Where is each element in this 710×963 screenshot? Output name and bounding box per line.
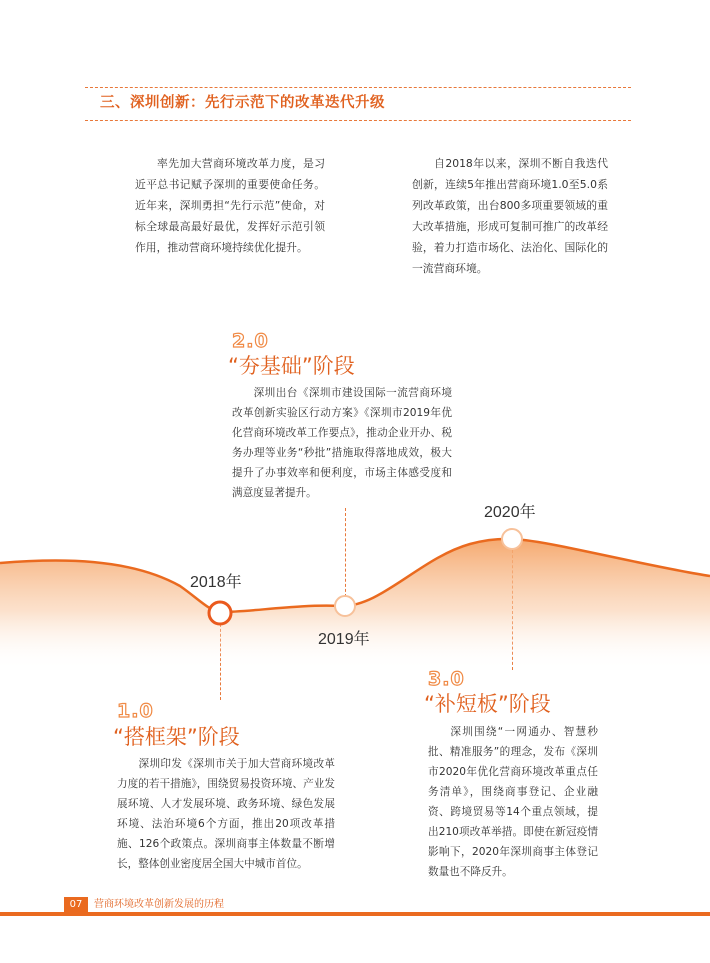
stage-3-title: “补短板”阶段 <box>424 692 551 716</box>
node-2018 <box>209 602 231 624</box>
stage-3-description <box>428 722 598 882</box>
stage-1-title: “搭框架”阶段 <box>113 725 240 749</box>
stage-3-number: 3.0 <box>428 668 465 690</box>
intro-right-paragraph <box>412 153 608 279</box>
stage-2-description <box>232 383 452 503</box>
year-label-2020: 2020年 <box>484 504 536 521</box>
footer-title: 营商环境改革创新发展的历程 <box>94 899 224 910</box>
year-label-2019: 2019年 <box>318 631 370 648</box>
title-rule-top <box>85 87 631 88</box>
stage-1-number: 1.0 <box>117 700 154 722</box>
stage-2-text: 深圳出台《深圳市建设国际一流营商环境改革创新实验区行动方案》《深圳市2019年优化营商环境改革工作要点》，推动企业开办、税务办理等业务“秒批”措施取得落地成效，极大提升了办事效率和便利度，市场主体感受度和满意度显著提升。 <box>232 387 452 499</box>
stage-3-text: 深圳围绕“一网通办、智慧秒批、精准服务”的理念，发布《深圳市2020年优化营商环境改革重点任务清单》，围绕商事登记、企业融资、跨境贸易等14个重点领域，提出210项改革举措。即使在新冠疫情影响下，2020年深圳商事主体登记数量也不降反升。 <box>428 726 598 878</box>
node-2019 <box>335 596 355 616</box>
stage-1-description <box>117 754 335 874</box>
stage-2-number: 2.0 <box>232 330 269 352</box>
stage-2-title: “夯基础”阶段 <box>228 354 355 378</box>
intro-left-paragraph <box>135 153 325 258</box>
intro-left-text: 率先加大营商环境改革力度，是习近平总书记赋予深圳的重要使命任务。近年来，深圳勇担“先行示范”使命，对标全球最高最好最优，发挥好示范引领作用，推动营商环境持续优化提升。 <box>135 157 325 254</box>
section-title: 三、深圳创新：先行示范下的改革迭代升级 <box>100 95 385 111</box>
footer-bar <box>0 912 710 916</box>
title-rule-bottom <box>85 120 631 121</box>
intro-right-text: 自2018年以来，深圳不断自我迭代创新，连续5年推出营商环境1.0至5.0系列改革政策，出台800多项重要领域的重大改革措施，形成可复制可推广的改革经验，着力打造市场化、法治化、国际化的一流营商环境。 <box>412 157 608 275</box>
page-number: 07 <box>64 897 88 912</box>
year-label-2018: 2018年 <box>190 574 242 591</box>
stage-1-text: 深圳印发《深圳市关于加大营商环境改革力度的若干措施》，围绕贸易投资环境、产业发展环境、人才发展环境、政务环境、绿色发展环境、法治环境6个方面，推出20项改革措施、126个政策点。深圳商事主体数量不断增长，整体创业密度居全国大中城市首位。 <box>117 758 335 870</box>
node-2020 <box>502 529 522 549</box>
